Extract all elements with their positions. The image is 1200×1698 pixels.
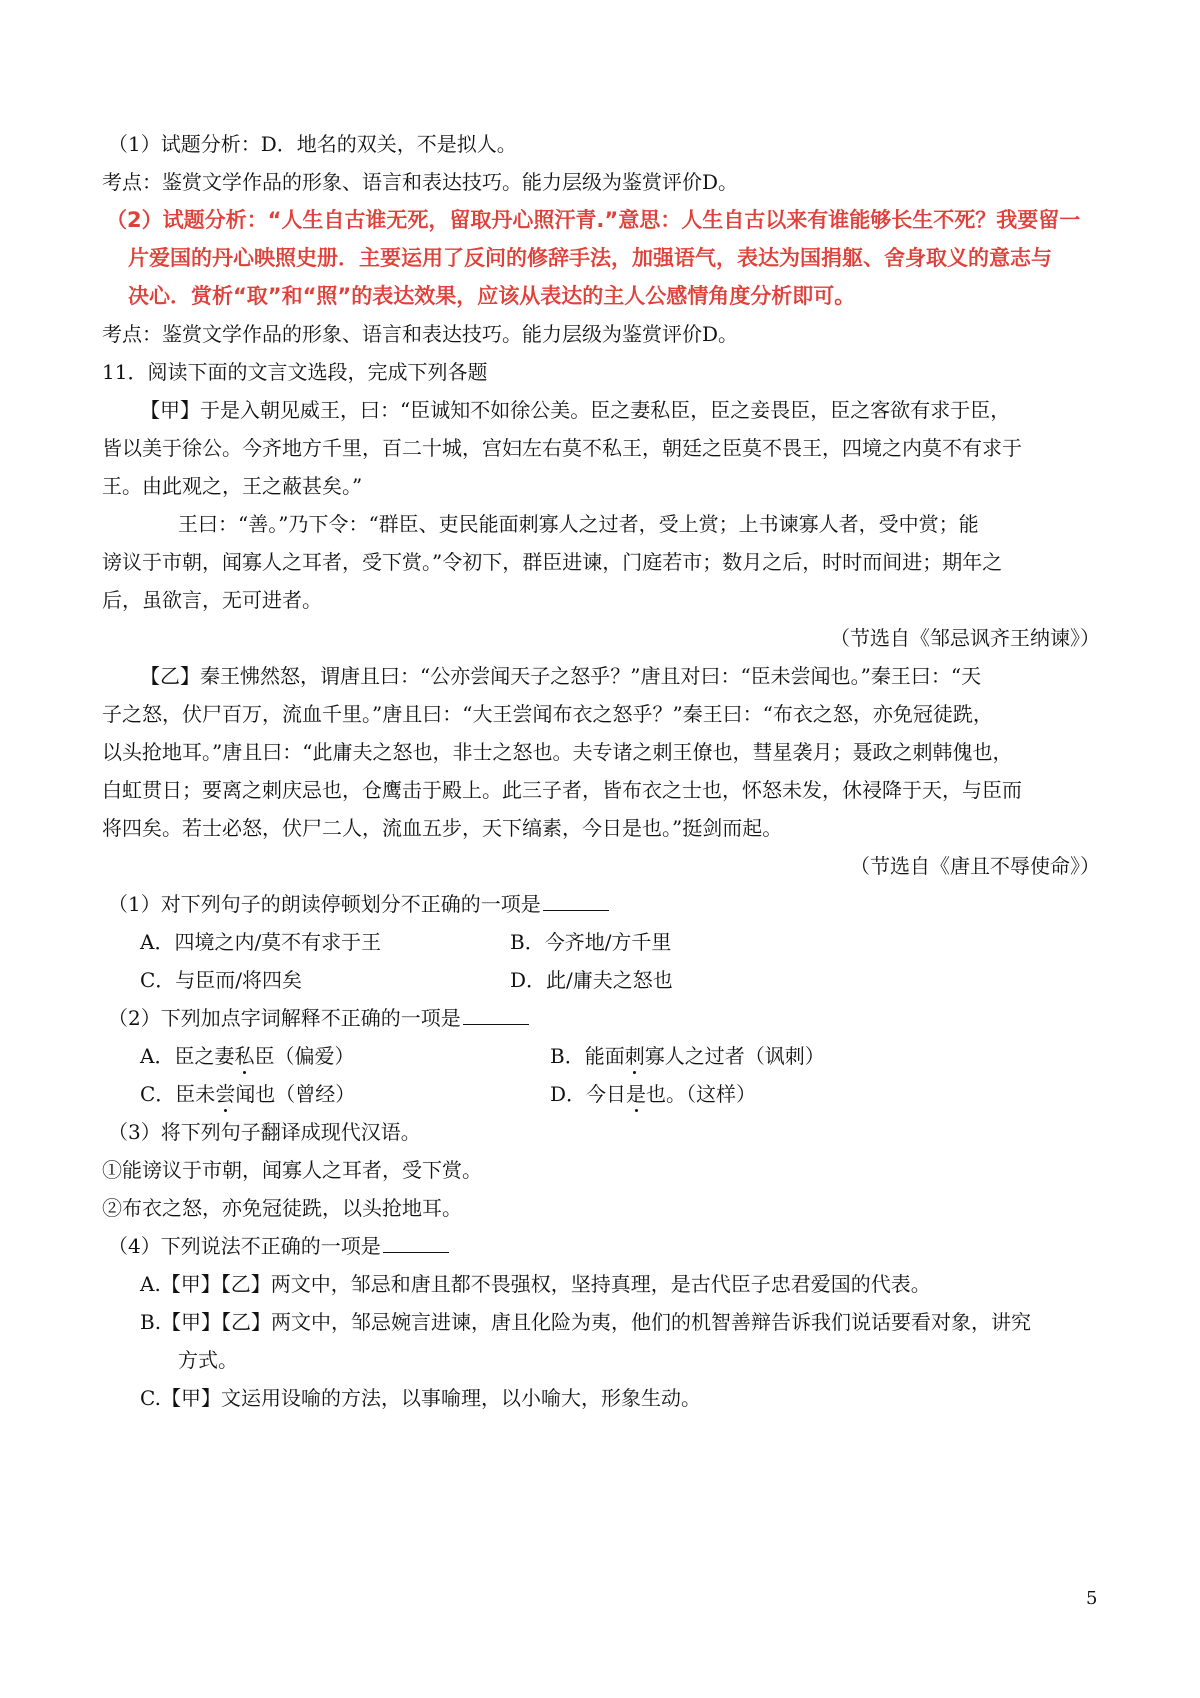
option-d-suffix: 也。（这样） [646, 1082, 757, 1106]
answer-analysis-1: （1）试题分析：D．地名的双关，不是拟人。 [108, 132, 517, 156]
option-c-suffix: 闻也（曾经） [235, 1082, 356, 1106]
option-a-prefix: A．臣之妻 [140, 1044, 235, 1068]
highlighted-analysis-line-3: 决心．赏析“取”和“照”的表达效果，应该从表达的主人公感情角度分析即可。 [128, 284, 856, 308]
passage-jia-line-4: 王曰：“善。”乃下令：“群臣、吏民能面刺寡人之过者，受上赏；上书谏寡人者，受中赏；能 [178, 512, 979, 536]
exam-point-1: 考点：鉴赏文学作品的形象、语言和表达技巧。能力层级为鉴赏评价D。 [102, 170, 739, 194]
question-1 [108, 890, 609, 918]
question-1-option-a: A．四境之内/莫不有求于王 [140, 930, 382, 954]
passage-yi-line-4: 白虹贯日；要离之刺庆忌也，仓鹰击于殿上。此三子者，皆布衣之士也，怀怒未发，休祲降于天，与臣而 [102, 778, 1022, 802]
question-4-option-c: C.【甲】文运用设喻的方法，以事喻理，以小喻大，形象生动。 [140, 1386, 701, 1410]
option-b-suffix: 寡人之过者（讽刺） [644, 1044, 825, 1068]
option-c-prefix: C．臣未 [140, 1082, 216, 1106]
option-a-suffix: 臣（偏爱） [254, 1044, 355, 1068]
passage-yi-line-3: 以头抢地耳。”唐且曰：“此庸夫之怒也，非士之怒也。夫专诸之刺王僚也，彗星袭月；聂政之刺韩傀也， [102, 740, 1013, 764]
highlighted-analysis-line-2: 片爱国的丹心映照史册．主要运用了反问的修辞手法，加强语气，表达为国捐躯、舍身取义的意志与 [128, 246, 1052, 270]
question-3: （3）将下列句子翻译成现代汉语。 [108, 1120, 421, 1144]
passage-yi-source: （节选自《唐且不辱使命》） [850, 854, 1100, 878]
passage-yi-line-2: 子之怒，伏尸百万，流血千里。”唐且曰：“大王尝闻布衣之怒乎？”秦王曰：“布衣之怒，亦免冠徒跣， [102, 702, 993, 726]
question-4-option-a: A.【甲】【乙】两文中，邹忌和唐且都不畏强权，坚持真理，是古代臣子忠君爱国的代表。 [140, 1272, 931, 1296]
answer-blank-2[interactable] [463, 1006, 529, 1025]
exam-point-2: 考点：鉴赏文学作品的形象、语言和表达技巧。能力层级为鉴赏评价D。 [102, 322, 739, 346]
option-b-dotted-char: 刺 [624, 1044, 645, 1068]
question-4-text: （4）下列说法不正确的一项是 [108, 1234, 381, 1258]
passage-jia-line-5: 谤议于市朝，闻寡人之耳者，受下赏。”令初下，群臣进谏，门庭若市；数月之后，时时而间进；期年之 [102, 550, 1003, 574]
option-c-dotted-char: 尝 [215, 1082, 236, 1106]
passage-jia-line-1: 【甲】于是入朝见威王，曰：“臣诚知不如徐公美。臣之妻私臣，臣之妾畏臣，臣之客欲有求于臣， [140, 398, 1011, 422]
question-4-option-b-line-1: B.【甲】【乙】两文中，邹忌婉言进谏，唐且化险为夷，他们的机智善辩告诉我们说话要看对象，讲究 [140, 1310, 1032, 1334]
question-1-option-c: C．与臣而/将四矣 [140, 968, 303, 992]
passage-jia-line-3: 王。由此观之，王之蔽甚矣。” [102, 474, 363, 498]
option-a-dotted-char: 私 [234, 1044, 255, 1068]
passage-jia-line-6: 后，虽欲言，无可进者。 [102, 588, 322, 612]
question-2-option-a [140, 1042, 354, 1070]
question-2-option-d [550, 1080, 756, 1108]
question-11-heading: 11．阅读下面的文言文选段，完成下列各题 [102, 360, 488, 384]
passage-yi-line-5: 将四矣。若士必怒，伏尸二人，流血五步，天下缟素，今日是也。”挺剑而起。 [102, 816, 783, 840]
question-1-option-d: D．此/庸夫之怒也 [510, 968, 673, 992]
passage-jia-source: （节选自《邹忌讽齐王纳谏》） [830, 626, 1100, 650]
answer-blank-1[interactable] [543, 892, 609, 911]
question-4-option-b-line-2: 方式。 [178, 1348, 238, 1372]
passage-jia-line-2: 皆以美于徐公。今齐地方千里，百二十城，宫妇左右莫不私王，朝廷之臣莫不畏王，四境之内莫不有求于 [102, 436, 1022, 460]
question-3-sentence-2: ②布衣之怒，亦免冠徒跣，以头抢地耳。 [102, 1196, 462, 1220]
option-b-prefix: B．能面 [550, 1044, 625, 1068]
question-1-text: （1）对下列句子的朗读停顿划分不正确的一项是 [108, 892, 541, 916]
question-2-option-b [550, 1042, 825, 1070]
option-d-dotted-char: 是 [626, 1082, 647, 1106]
question-4 [108, 1232, 449, 1260]
question-2-text: （2）下列加点字词解释不正确的一项是 [108, 1006, 461, 1030]
answer-blank-4[interactable] [383, 1234, 449, 1253]
question-1-option-b: B．今齐地/方千里 [510, 930, 672, 954]
question-2 [108, 1004, 529, 1032]
passage-yi-line-1: 【乙】秦王怫然怒，谓唐且曰：“公亦尝闻天子之怒乎？”唐且对曰：“臣未尝闻也。”秦王曰：“天 [140, 664, 982, 688]
question-2-option-c [140, 1080, 355, 1108]
question-3-sentence-1: ①能谤议于市朝，闻寡人之耳者，受下赏。 [102, 1158, 482, 1182]
page-number: 5 [1086, 1588, 1098, 1609]
highlighted-analysis-line-1: （2）试题分析：“人生自古谁无死，留取丹心照汗青.”意思：人生自古以来有谁能够长生不死？我要留一 [106, 208, 1081, 232]
option-d-prefix: D．今日 [550, 1082, 627, 1106]
